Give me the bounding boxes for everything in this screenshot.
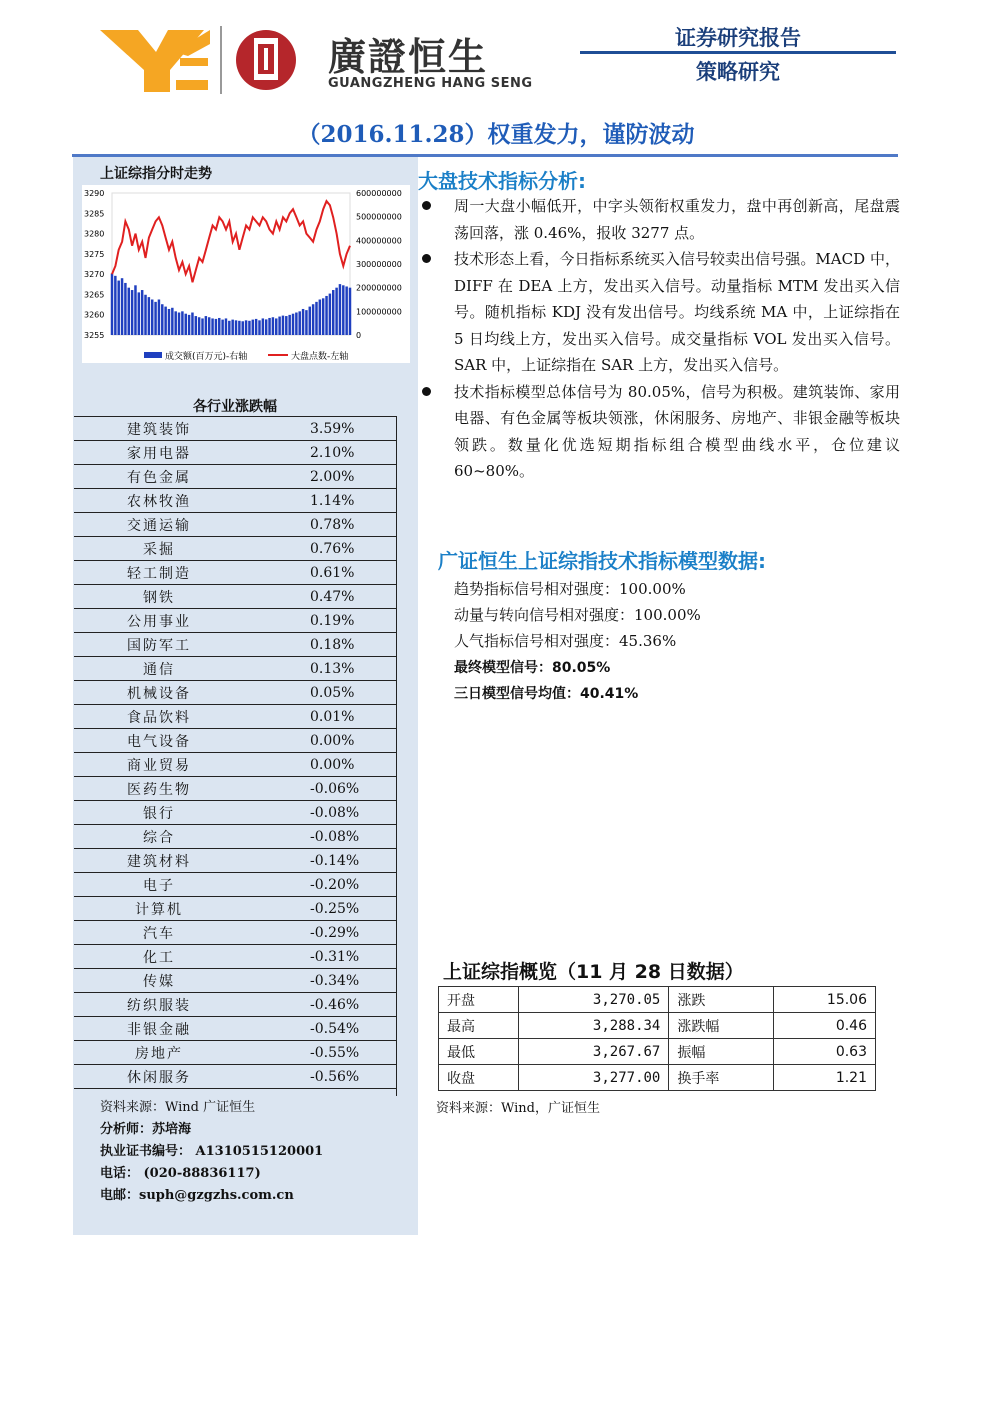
overview-value: 3,288.34 [519,1013,669,1039]
right-tick-label: 500000000 [356,212,402,222]
volume-bar [134,285,136,335]
analyst-phone: 电话： (020-88836117) [100,1166,261,1181]
industry-row [74,657,396,681]
industry-row [74,729,396,753]
volume-bar [255,319,257,335]
model-heading: 广证恒生上证综指技术指标模型数据: [438,549,766,573]
industry-change: 3.59% [244,417,396,441]
industry-row [74,1065,396,1089]
overview-label: 涨跌 [669,987,774,1013]
volume-bar [138,292,140,335]
model-trend: 趋势指标信号相对强度：100.00% [454,580,686,598]
industry-row [74,537,396,561]
overview-source: 资料来源：Wind，广证恒生 [436,1101,600,1116]
overview-label: 涨跌幅 [669,1013,774,1039]
volume-bar [141,290,143,335]
industry-row [74,777,396,801]
overview-row [439,987,876,1013]
sidebar-source: 资料来源：Wind 广证恒生 [100,1100,256,1115]
industry-change: -0.14% [244,849,396,873]
industry-row [74,921,396,945]
volume-bar [282,316,284,335]
industry-name: 商业贸易 [74,753,244,777]
overview-value: 3,277.00 [519,1065,669,1091]
industry-row [74,705,396,729]
logo-english-name: GUANGZHENG HANG SENG [328,76,533,91]
volume-bar [238,321,240,335]
industry-name: 非银金融 [74,1017,244,1041]
left-tick-label: 3285 [84,209,105,219]
volume-bar [124,283,126,335]
volume-bar [312,304,314,335]
industry-row [74,825,396,849]
model-popularity: 人气指标信号相对强度：45.36% [454,632,677,650]
volume-bar [158,300,160,336]
analyst-license: 执业证书编号： A1310515120001 [100,1144,324,1159]
volume-bar [288,315,290,335]
volume-bar [218,318,220,335]
industry-name: 交通运输 [74,513,244,537]
overview-label: 最高 [439,1013,519,1039]
left-tick-label: 3270 [84,270,105,280]
volume-bar [221,320,223,335]
industry-row [74,993,396,1017]
industry-row [74,873,396,897]
volume-bar [215,319,217,335]
industry-name: 建筑装饰 [74,417,244,441]
industry-name: 家用电器 [74,441,244,465]
volume-bar [292,314,294,335]
industry-change: 0.19% [244,609,396,633]
volume-bar [322,298,324,335]
volume-bar [332,290,334,335]
volume-bar [265,319,267,335]
volume-bar [235,320,237,335]
intraday-chart [82,185,410,363]
volume-bar [114,276,116,335]
overview-table [438,986,876,1091]
overview-value: 1.21 [774,1065,876,1091]
industry-change: -0.55% [244,1041,396,1065]
industry-change: -0.06% [244,777,396,801]
model-momentum: 动量与转向信号相对强度：100.00% [454,606,701,624]
right-tick-label: 300000000 [356,260,402,269]
volume-bar [241,321,243,335]
volume-bar [329,294,331,335]
industry-row [74,753,396,777]
volume-bar [164,307,166,335]
volume-bar [178,313,180,335]
industry-name: 食品饮料 [74,705,244,729]
volume-bar [198,317,200,335]
volume-bar [258,320,260,335]
volume-bar [168,309,170,335]
left-tick-label: 3280 [84,229,105,239]
volume-bar [315,302,317,335]
industry-change: -0.08% [244,801,396,825]
industry-name: 休闲服务 [74,1065,244,1089]
overview-value: 0.63 [774,1039,876,1065]
volume-bar [342,285,344,335]
volume-bar [195,316,197,335]
volume-bar [185,314,187,335]
price-line [112,201,350,282]
industry-change: 0.76% [244,537,396,561]
legend-volume: 成交额(百万元)-右轴 [165,352,248,362]
industry-change: -0.34% [244,969,396,993]
industry-row [74,417,396,441]
bullet-item: 技术指标模型总体信号为 80.05%，信号为积极。建筑装饰、家用电器、有色金属等板块领涨，休闲服务、房地产、非银金融等板块领跌。数量化优选短期指标组合模型曲线水平，仓位建议 60~80%。 [416,379,900,485]
industry-name: 采掘 [74,537,244,561]
left-tick-label: 3265 [84,290,105,300]
left-tick-label: 3255 [84,331,105,340]
volume-bar [225,318,227,335]
legend-volume-swatch [144,352,162,358]
volume-bar [208,317,210,335]
industry-table [74,416,396,1089]
industry-change: -0.08% [244,825,396,849]
industry-name: 化工 [74,945,244,969]
industry-change: 0.00% [244,729,396,753]
industry-change: -0.56% [244,1065,396,1089]
volume-bar [325,296,327,335]
industry-name: 有色金属 [74,465,244,489]
chart-heading: 上证综指分时走势 [100,166,212,182]
overview-row [439,1065,876,1091]
analyst-email[interactable]: 电邮：suph@gzgzhs.com.cn [100,1188,294,1203]
overview-value: 3,267.67 [519,1039,669,1065]
industry-row [74,585,396,609]
model-final-signal: 最终模型信号：80.05% [454,660,611,676]
volume-bar [349,288,351,335]
industry-row [74,609,396,633]
industry-name: 机械设备 [74,681,244,705]
logo-chinese-name: 廣證恒生 [328,35,489,79]
industry-change: 0.78% [244,513,396,537]
volume-bar [252,320,254,335]
industry-change: -0.46% [244,993,396,1017]
volume-bar [191,313,193,335]
industry-row [74,489,396,513]
volume-bar [131,290,133,335]
industry-row [74,849,396,873]
overview-label: 开盘 [439,987,519,1013]
volume-bar [285,316,287,335]
volume-bar [148,297,150,335]
industry-change: -0.54% [244,1017,396,1041]
volume-bar [228,321,230,335]
volume-bar [174,311,176,335]
bullet-item: 技术形态上看，今日指标系统买入信号较卖出信号强。MACD 中，DIFF 在 DEA 上方，发出买入信号。动量指标 MTM 发出买入信号。随机指标 KDJ 没有发出信号。均线系统 MA 中，上证综指在 5 日均线上方，发出买入信号。成交量指标 VOL 发出买入信号。SAR 中，上证综指在 SAR 上方，发出买入信号。 [416,246,900,379]
industry-change: -0.25% [244,897,396,921]
volume-bar [248,321,250,335]
industry-table-border [396,416,397,1096]
industry-name: 汽车 [74,921,244,945]
industry-name: 传媒 [74,969,244,993]
volume-bar [335,288,337,335]
volume-bar [298,311,300,335]
industry-name: 房地产 [74,1041,244,1065]
industry-name: 银行 [74,801,244,825]
overview-label: 收盘 [439,1065,519,1091]
volume-bar [245,320,247,335]
volume-bar [121,278,123,335]
industry-row [74,513,396,537]
industry-row [74,969,396,993]
right-tick-label: 200000000 [356,283,402,293]
industry-change: 0.05% [244,681,396,705]
industry-change: 0.13% [244,657,396,681]
industry-name: 医药生物 [74,777,244,801]
overview-row [439,1039,876,1065]
industry-change: 0.61% [244,561,396,585]
volume-bar [117,281,119,335]
volume-bar [201,318,203,335]
volume-bar [205,316,207,335]
volume-bar [339,284,341,335]
right-tick-label: 600000000 [356,189,402,198]
left-tick-label: 3260 [84,310,105,320]
industry-change: -0.31% [244,945,396,969]
industry-name: 电子 [74,873,244,897]
left-tick-label: 3290 [84,189,105,198]
industry-row [74,441,396,465]
legend-price: 大盘点数-左轴 [291,352,349,362]
volume-bar [278,317,280,335]
industry-name: 通信 [74,657,244,681]
volume-bar [171,308,173,335]
industry-change: 0.18% [244,633,396,657]
industry-name: 国防军工 [74,633,244,657]
report-type: 证券研究报告 [675,26,801,50]
volume-bar [268,318,270,335]
volume-bar [111,273,113,335]
volume-bar [262,318,264,335]
right-tick-label: 0 [356,331,362,340]
industry-change: 0.01% [244,705,396,729]
industry-name: 轻工制造 [74,561,244,585]
industry-row [74,897,396,921]
industry-change: 0.47% [244,585,396,609]
industry-row [74,465,396,489]
overview-row [439,1013,876,1039]
header-divider [580,51,896,54]
industry-row [74,633,396,657]
industry-name: 钢铁 [74,585,244,609]
volume-bar [154,302,156,335]
overview-label: 振幅 [669,1039,774,1065]
right-tick-label: 400000000 [356,236,402,246]
volume-bar [188,315,190,335]
industry-name: 公用事业 [74,609,244,633]
volume-bar [345,286,347,335]
industry-change: -0.20% [244,873,396,897]
right-tick-label: 100000000 [356,307,402,317]
industry-name: 纺织服装 [74,993,244,1017]
volume-bar [161,304,163,335]
industry-change: 1.14% [244,489,396,513]
industry-name: 综合 [74,825,244,849]
volume-bar [181,311,183,335]
volume-bar [305,310,307,335]
volume-bar [295,313,297,335]
report-category: 策略研究 [696,60,780,84]
overview-label: 最低 [439,1039,519,1065]
volume-bar [309,307,311,335]
industry-change: 2.10% [244,441,396,465]
analysis-heading: 大盘技术指标分析: [418,169,586,193]
overview-value: 15.06 [774,987,876,1013]
volume-bar [302,309,304,335]
industry-row [74,561,396,585]
industry-row [74,801,396,825]
industry-name: 计算机 [74,897,244,921]
overview-title: 上证综指概览（11 月 28 日数据） [443,961,744,983]
model-three-day-average: 三日模型信号均值：40.41% [454,686,639,702]
overview-value: 0.46 [774,1013,876,1039]
industry-row [74,1017,396,1041]
industry-change: 2.00% [244,465,396,489]
bullet-item: 周一大盘小幅低开，中字头领衔权重发力，盘中再创新高，尾盘震荡回落，涨 0.46%，报收 3277 点。 [416,193,900,246]
industry-change: -0.29% [244,921,396,945]
industry-row [74,945,396,969]
report-title: （2016.11.28）权重发力，谨防波动 [297,121,695,148]
volume-bar [211,318,213,335]
industry-heading: 各行业涨跌幅 [193,399,277,415]
overview-label: 换手率 [669,1065,774,1091]
industry-name: 电气设备 [74,729,244,753]
industry-row [74,1041,396,1065]
volume-bar [275,318,277,335]
industry-row [74,681,396,705]
volume-bar [272,317,274,335]
analysis-bullets [416,193,900,485]
volume-bar [144,295,146,335]
industry-change: 0.00% [244,753,396,777]
analyst-name: 分析师：苏培海 [100,1122,192,1137]
volume-bar [231,320,233,335]
industry-name: 建筑材料 [74,849,244,873]
volume-bar [128,288,130,335]
industry-name: 农林牧渔 [74,489,244,513]
overview-value: 3,270.05 [519,987,669,1013]
volume-bar [151,300,153,336]
left-tick-label: 3275 [84,249,105,259]
volume-bar [319,300,321,336]
